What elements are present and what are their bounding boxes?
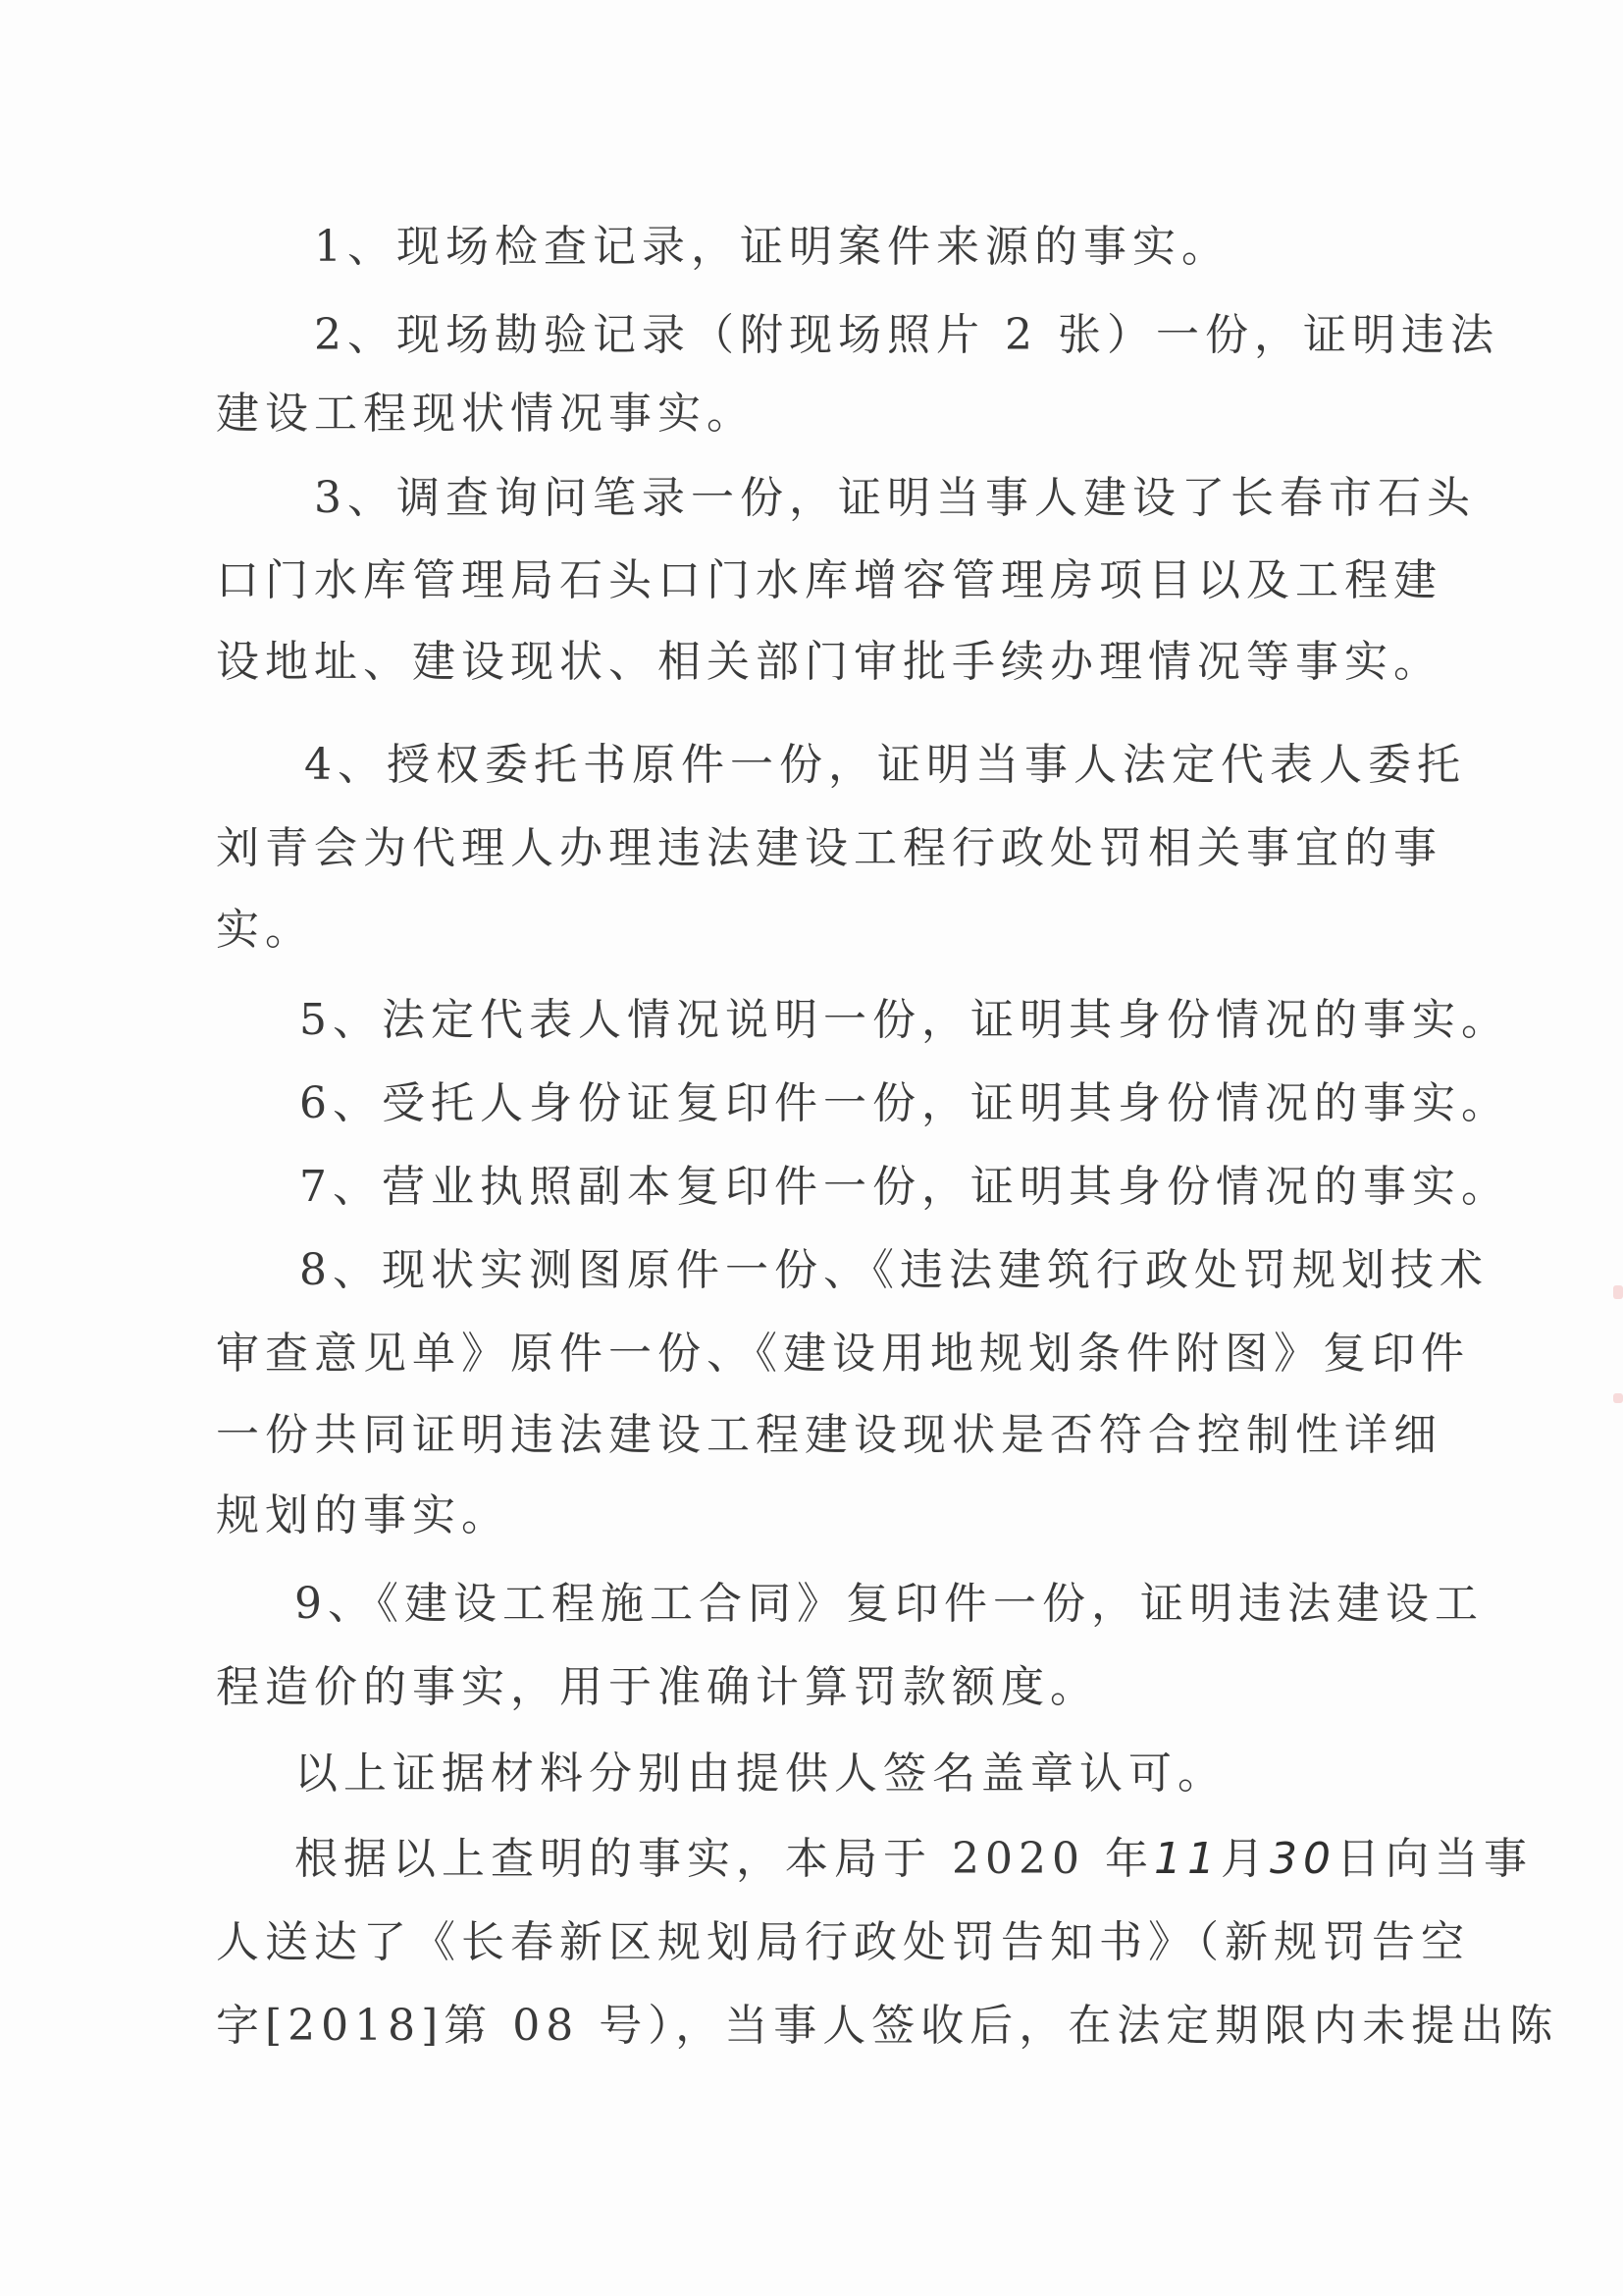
month-unit: 月 [1220, 1834, 1270, 1884]
notice-date-suffix: 日向当事 [1335, 1834, 1533, 1884]
notice-line-3: 字[2018]第 08 号），当事人签收后，在法定期限内未提出陈 [216, 2001, 1559, 2051]
evidence-item-3-line-1: 3、调查询问笔录一份，证明当事人建设了长春市石头 [314, 473, 1476, 523]
evidence-confirmation: 以上证据材料分别由提供人签名盖章认可。 [294, 1748, 1227, 1799]
evidence-item-6: 6、受托人身份证复印件一份，证明其身份情况的事实。 [299, 1078, 1510, 1128]
edge-smudge-mark [1613, 1393, 1623, 1403]
notice-date-prefix: 根据以上查明的事实，本局于 2020 年 [294, 1834, 1154, 1884]
notice-date-line [294, 1830, 1533, 1889]
evidence-item-5: 5、法定代表人情况说明一份，证明其身份情况的事实。 [299, 995, 1510, 1045]
evidence-item-8-line-1: 8、现状实测图原件一份、《违法建筑行政处罚规划技术 [299, 1245, 1489, 1295]
evidence-item-9-line-1: 9、《建设工程施工合同》复印件一份，证明违法建设工 [294, 1579, 1484, 1629]
evidence-item-4-line-2: 刘青会为代理人办理违法建设工程行政处罚相关事宜的事 [216, 823, 1442, 873]
evidence-item-8-line-4: 规划的事实。 [216, 1490, 510, 1540]
handwritten-day: 30 [1269, 1834, 1336, 1884]
evidence-item-3-line-2: 口门水库管理局石头口门水库增容管理房项目以及工程建 [216, 555, 1442, 605]
edge-smudge-mark [1613, 1285, 1623, 1299]
evidence-item-2-line-2: 建设工程现状情况事实。 [216, 389, 756, 439]
evidence-item-2-line-1: 2、现场勘验记录（附现场照片 2 张）一份，证明违法 [314, 310, 1499, 360]
evidence-item-8-line-3: 一份共同证明违法建设工程建设现状是否符合控制性详细 [216, 1410, 1442, 1460]
handwritten-month: 11 [1153, 1834, 1221, 1884]
evidence-item-1: 1、现场检查记录，证明案件来源的事实。 [314, 222, 1230, 272]
evidence-item-7: 7、营业执照副本复印件一份，证明其身份情况的事实。 [299, 1162, 1510, 1212]
evidence-item-8-line-2: 审查意见单》原件一份、《建设用地规划条件附图》复印件 [216, 1329, 1470, 1379]
notice-line-2: 人送达了《长春新区规划局行政处罚告知书》（新规罚告空 [216, 1917, 1470, 1967]
evidence-item-4-line-1: 4、授权委托书原件一份，证明当事人法定代表人委托 [304, 740, 1466, 790]
evidence-item-9-line-2: 程造价的事实，用于准确计算罚款额度。 [216, 1662, 1099, 1712]
evidence-item-4-line-3: 实。 [216, 905, 314, 955]
evidence-item-3-line-3: 设地址、建设现状、相关部门审批手续办理情况等事实。 [216, 637, 1442, 687]
